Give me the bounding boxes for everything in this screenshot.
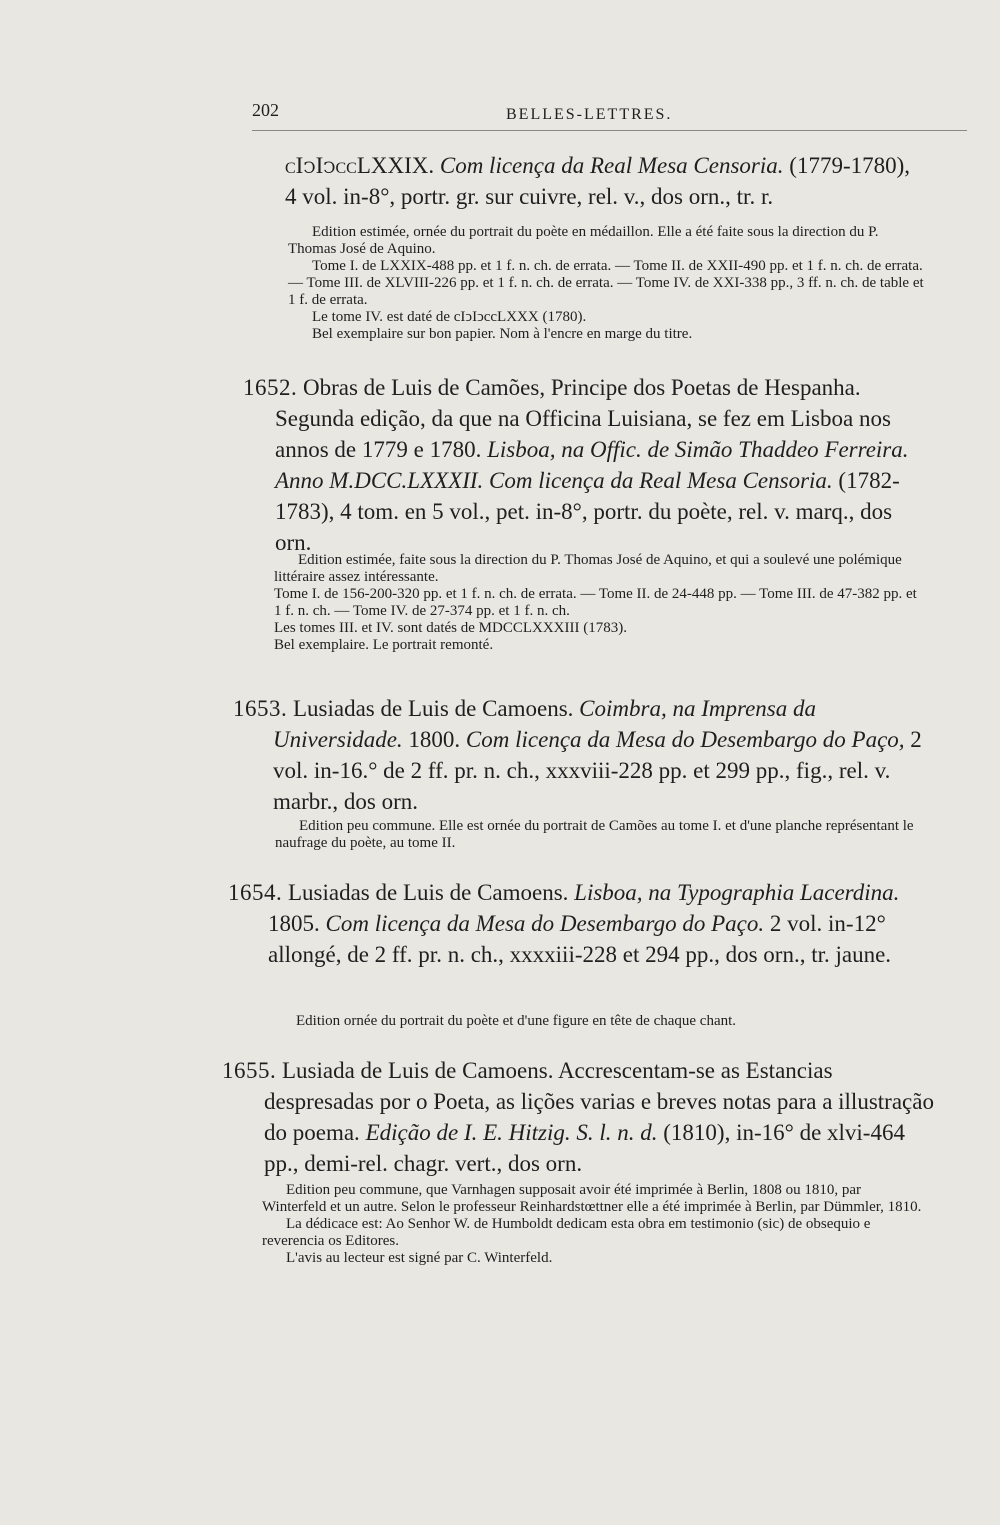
entry-segment: 2 vol. in-12° allongé, de 2 ff. pr. n. ch., xxxxiii-228 et 294 pp., dos orn., tr. jaune. [268, 911, 892, 967]
note-paragraph: Edition estimée, faite sous la direction du P. Thomas José de Aquino, et qui a soulevé une polémique littéraire assez intéressante. [274, 552, 902, 585]
entry-main-text [285, 150, 925, 212]
entry-number: 1654. [228, 880, 283, 905]
entry-number: 1653. [233, 696, 288, 721]
note-paragraph: Bel exemplaire. Le portrait remonté. [274, 637, 494, 653]
entry-main-text [243, 372, 933, 558]
note-paragraph: Les tomes III. et IV. sont datés de MDCCLXXXIII (1783). [274, 620, 627, 636]
note-paragraph: La dédicace est: Ao Senhor W. de Humboldt dedicam esta obra em testimonio (sic) de obsequio e reverencia os Editores. [262, 1216, 871, 1249]
page-number: 202 [252, 100, 279, 120]
header-rule [252, 130, 967, 131]
entry-segment: Lusiadas de Luis de Camoens. [287, 696, 580, 721]
entry-segment: Lisboa, na Typographia Lacerdina. [574, 880, 900, 905]
note-paragraph: Edition peu commune, que Varnhagen supposait avoir été imprimée à Berlin, 1808 ou 1810, par Winterfeld et un autre. Selon le professeur Reinhardstœttner elle a été imprimée à Berlin, par Dümmler, 1810. [262, 1182, 922, 1215]
note-paragraph: Edition estimée, ornée du portrait du poète en médaillon. Elle a été faite sous la direction du P. Thomas José de Aquino. [288, 224, 879, 257]
running-head [252, 100, 992, 132]
entry-main-text [222, 1055, 934, 1179]
entry-notes [275, 818, 925, 852]
entry-segment: 1800. [402, 727, 466, 752]
entry-notes [296, 1013, 926, 1030]
entry-number: 1655. [222, 1058, 277, 1083]
entry-segment: 1805. [268, 911, 326, 936]
note-paragraph: Tome I. de 156-200-320 pp. et 1 f. n. ch. de errata. — Tome II. de 24-448 pp. — Tome III. de 47-382 pp. et 1 f. n. ch. — Tome IV. de 27-374 pp. et 1 f. n. ch. [274, 586, 917, 619]
entry-segment: 2 vol. in-16.° de 2 ff. pr. n. ch., xxxviii-228 pp. et 299 pp., fig., rel. v. marbr., dos orn. [273, 727, 922, 814]
entry-segment: (1782-1783), 4 tom. en 5 vol., pet. in-8°, portr. du poète, rel. v. marq., dos orn. [275, 468, 900, 555]
entry-1653 [233, 693, 933, 817]
entry-notes [288, 224, 930, 343]
entry-segment: Lisboa, na Offic. de Simão Thaddeo Ferreira. Anno M.DCC.LXXXII. Com licença da Real Mesa Censoria. [275, 437, 909, 493]
note-paragraph: Le tome IV. est daté de cIↄIↄccLXXX (1780). [312, 309, 587, 325]
note-paragraph: Edition peu commune. Elle est ornée du portrait de Camões au tome I. et d'une planche représentant le naufrage du poète, au tome II. [275, 818, 914, 851]
entry-segment: Com licença da Mesa do Desembargo do Paço, [465, 727, 905, 752]
entry-main-text [233, 693, 933, 817]
entry-1655 [222, 1055, 934, 1179]
entry-segment: (1810), in-16° de xlvi-464 pp., demi-rel. chagr. vert., dos orn. [264, 1120, 905, 1176]
entry-segment: Obras de Luis de Camões, Principe dos Poetas de Hespanha. Segunda edição, da que na Officina Luisiana, se fez em Lisboa nos annos de 1779 e 1780. [275, 375, 891, 462]
note-paragraph: Tome I. de LXXIX-488 pp. et 1 f. n. ch. de errata. — Tome II. de XXII-490 pp. et 1 f. n. ch. de errata. — Tome III. de XLVIII-226 pp. et 1 f. n. ch. de errata. — Tome IV. de XXI-338 pp., 3 ff. n. ch. de table et 1 f. de errata. [288, 258, 924, 308]
entry-number: 1652. [243, 375, 298, 400]
entry-main-text [228, 877, 933, 970]
note-paragraph: Bel exemplaire sur bon papier. Nom à l'encre en marge du titre. [312, 326, 693, 342]
entry-segment: Com licença da Mesa do Desembargo do Paço. [325, 911, 765, 936]
entry-segment: (1779-1780), 4 vol. in-8°, portr. gr. sur cuivre, rel. v., dos orn., tr. r. [285, 153, 911, 209]
entry-notes [262, 1182, 927, 1267]
entry-continuation [285, 150, 925, 212]
entry-1652 [243, 372, 933, 558]
entry-segment: cIↄIↄccLXXIX. [285, 153, 440, 178]
entry-segment: Coimbra, na Imprensa da Universidade. [273, 696, 816, 752]
entry-1654 [228, 877, 933, 970]
running-title: BELLES-LETTRES. [506, 106, 673, 123]
note-paragraph: Edition ornée du portrait du poète et d'une figure en tête de chaque chant. [296, 1013, 737, 1029]
note-paragraph: L'avis au lecteur est signé par C. Winterfeld. [286, 1250, 553, 1266]
entry-segment: Edição de I. E. Hitzig. S. l. n. d. [365, 1120, 658, 1145]
entry-segment: Lusiada de Luis de Camoens. Accrescentam-se as Estancias despresadas por o Poeta, as lições varias e breves notas para a illustração do poema. [264, 1058, 934, 1145]
entry-segment: Com licença da Real Mesa Censoria. [439, 153, 784, 178]
entry-notes [274, 552, 924, 654]
entry-segment: Lusiadas de Luis de Camoens. [282, 880, 575, 905]
